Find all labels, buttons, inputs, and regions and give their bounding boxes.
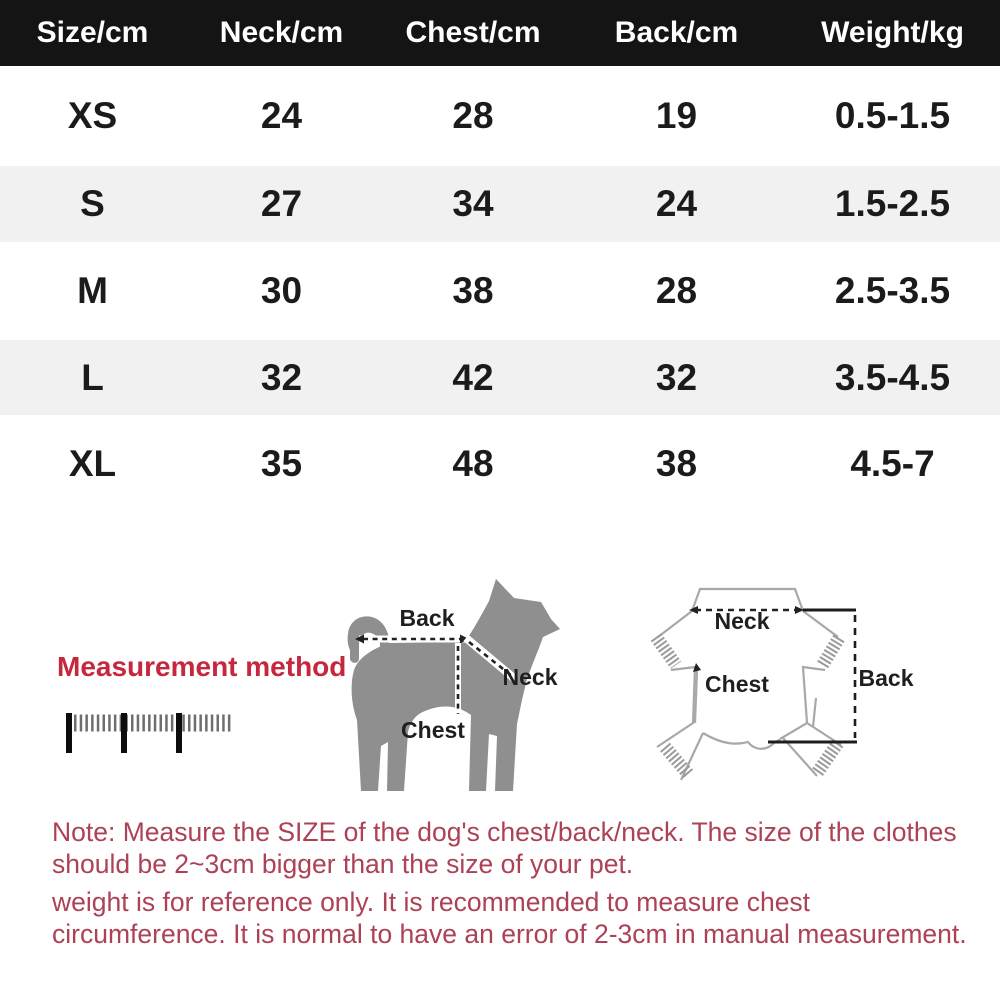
table-row [0, 242, 1000, 340]
cell-back: 24 [655, 183, 698, 224]
dog-measurement-diagram [345, 572, 565, 797]
dog-back-label: Back [399, 605, 455, 631]
header-weight: Weight/kg [821, 16, 964, 49]
cell-neck: 24 [260, 95, 303, 136]
cell-chest: 38 [452, 270, 494, 311]
cell-size: XS [67, 95, 118, 136]
cell-weight: 1.5-2.5 [834, 183, 951, 224]
header-back: Back/cm [614, 16, 739, 49]
note-weight-line1: weight is for reference only. It is recommended to measure chest [52, 887, 811, 917]
cell-chest: 48 [452, 443, 494, 484]
cell-chest: 42 [452, 356, 494, 398]
table-header-row [0, 0, 1000, 66]
dog-neck-label: Neck [502, 664, 558, 690]
cell-weight: 3.5-4.5 [834, 356, 951, 398]
garment-measurement-diagram [645, 575, 915, 800]
header-size: Size/cm [36, 16, 149, 49]
cell-weight: 0.5-1.5 [834, 95, 951, 136]
header-neck: Neck/cm [219, 16, 344, 49]
cell-size: L [81, 356, 104, 398]
cell-back: 19 [655, 95, 698, 136]
cell-size: S [80, 183, 105, 224]
garment-cuffs [656, 637, 839, 775]
cell-back: 32 [655, 356, 698, 398]
header-chest: Chest/cm [405, 16, 541, 49]
note-sizing-line2: should be 2~3cm bigger than the size of your pet. [52, 849, 634, 879]
note-weight [52, 886, 972, 950]
cell-back: 38 [655, 443, 698, 484]
note-sizing-line1: Note: Measure the SIZE of the dog's chest/back/neck. The size of the clothes [52, 817, 957, 847]
note-weight-line2: circumference. It is normal to have an error of 2-3cm in manual measurement. [52, 919, 967, 949]
table-row [0, 415, 1000, 513]
note-sizing [52, 816, 972, 880]
cell-weight: 4.5-7 [850, 443, 935, 484]
dog-chest-label: Chest [401, 717, 465, 743]
cell-size: M [77, 270, 108, 311]
cell-size: XL [68, 443, 117, 484]
ruler-icon [64, 711, 234, 755]
cell-chest: 28 [452, 95, 494, 136]
table-row [0, 166, 1000, 242]
garment-chest-label: Chest [705, 671, 769, 697]
cell-chest: 34 [452, 183, 494, 224]
cell-weight: 2.5-3.5 [834, 270, 951, 311]
cell-neck: 32 [260, 356, 303, 398]
garment-back-label: Back [858, 665, 914, 691]
table-row [0, 66, 1000, 166]
garment-neck-label: Neck [714, 608, 770, 634]
cell-neck: 27 [260, 183, 303, 224]
cell-neck: 30 [260, 270, 303, 311]
cell-back: 28 [655, 270, 698, 311]
table-row [0, 340, 1000, 415]
cell-neck: 35 [260, 443, 303, 484]
measurement-method-title: Measurement method [57, 651, 347, 682]
